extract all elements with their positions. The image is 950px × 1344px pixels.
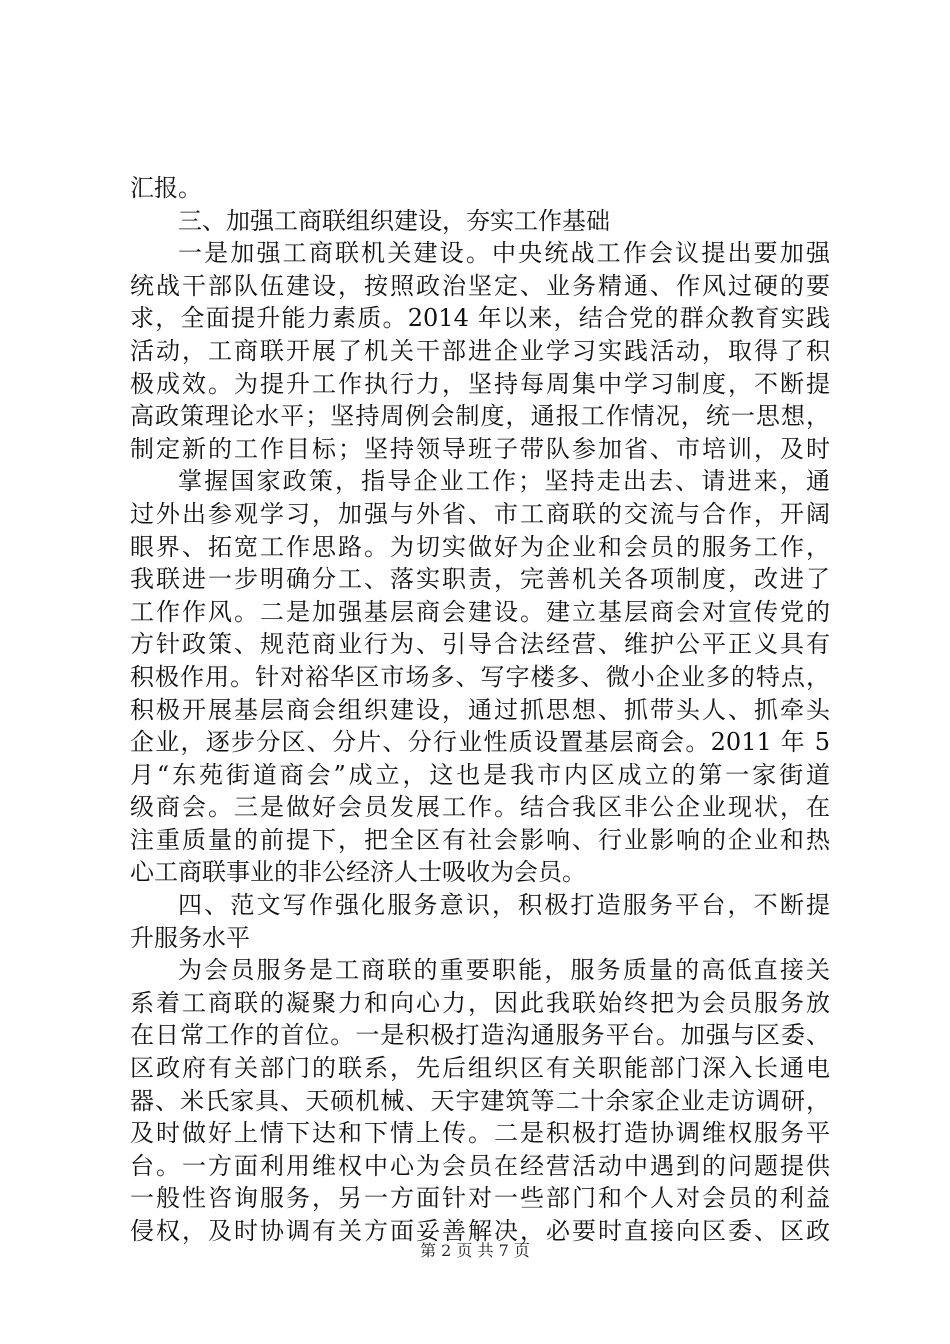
text-line: 高政策理论水平；坚持周例会制度，通报工作情况，统一思想， xyxy=(130,402,830,431)
text-line: 掌握国家政策，指导企业工作；坚持走出去、请进来，通 xyxy=(178,467,830,496)
text-line: 升服务水平 xyxy=(130,923,250,952)
text-line: 极成效。为提升工作执行力，坚持每周集中学习制度，不断提 xyxy=(130,369,830,398)
text-line: 注重质量的前提下，把全区有社会影响、行业影响的企业和热 xyxy=(130,825,830,854)
text-line: 求，全面提升能力素质。2014 年以来，结合党的群众教育实践 xyxy=(130,304,830,333)
text-line: 积极作用。针对裕华区市场多、写字楼多、微小企业多的特点， xyxy=(130,662,830,691)
text-line: 心工商联事业的非公经济人士吸收为会员。 xyxy=(130,858,586,887)
text-line: 在日常工作的首位。一是积极打造沟通服务平台。加强与区委、 xyxy=(130,1021,830,1050)
text-line: 侵权，及时协调有关方面妥善解决，必要时直接向区委、区政 xyxy=(130,1217,830,1245)
text-line: 眼界、拓宽工作思路。为切实做好为企业和会员的服务工作， xyxy=(130,532,830,561)
text-line: 四、范文写作强化服务意识，积极打造服务平台，不断提 xyxy=(178,891,830,920)
text-line: 制定新的工作目标；坚持领导班子带队参加省、市培训，及时 xyxy=(130,434,830,463)
text-line: 及时做好上情下达和下情上传。二是积极打造协调维权服务平 xyxy=(130,1119,830,1148)
text-line: 积极开展基层商会组织建设，通过抓思想、抓带头人、抓牵头 xyxy=(130,695,830,724)
text-line: 一般性咨询服务，另一方面针对一些部门和个人对会员的利益 xyxy=(130,1184,830,1213)
text-line: 统战干部队伍建设，按照政治坚定、业务精通、作风过硬的要 xyxy=(130,271,830,300)
page-footer: 第 2 页 共 7 页 xyxy=(420,1241,530,1260)
body-text xyxy=(130,172,830,1248)
text-line: 我联进一步明确分工、落实职责，完善机关各项制度，改进了 xyxy=(130,565,830,594)
text-line: 过外出参观学习，加强与外省、市工商联的交流与合作，开阔 xyxy=(130,499,830,528)
text-line: 一是加强工商联机关建设。中央统战工作会议提出要加强 xyxy=(178,239,830,268)
text-line: 台。一方面利用维权中心为会员在经营活动中遇到的问题提供 xyxy=(130,1151,830,1180)
text-line: 为会员服务是工商联的重要职能，服务质量的高低直接关 xyxy=(178,956,830,985)
text-line: 系着工商联的凝聚力和向心力，因此我联始终把为会员服务放 xyxy=(130,988,830,1017)
text-line: 月“东苑街道商会”成立，这也是我市内区成立的第一家街道 xyxy=(130,760,830,789)
text-line: 三、加强工商联组织建设，夯实工作基础 xyxy=(178,206,610,235)
text-line: 企业，逐步分区、分片、分行业性质设置基层商会。2011 年 5 xyxy=(130,728,830,757)
text-line: 方针政策、规范商业行为、引导合法经营、维护公平正义具有 xyxy=(130,630,830,659)
text-line: 器、米氏家具、天硕机械、天宇建筑等二十余家企业走访调研， xyxy=(130,1086,830,1115)
text-line: 汇报。 xyxy=(130,174,202,202)
text-line: 工作作风。二是加强基层商会建设。建立基层商会对宣传党的 xyxy=(130,597,830,626)
text-line: 级商会。三是做好会员发展工作。结合我区非公企业现状，在 xyxy=(130,793,830,822)
text-line: 活动，工商联开展了机关干部进企业学习实践活动，取得了积 xyxy=(130,336,830,365)
text-line: 区政府有关部门的联系，先后组织区有关职能部门深入长通电 xyxy=(130,1054,830,1083)
